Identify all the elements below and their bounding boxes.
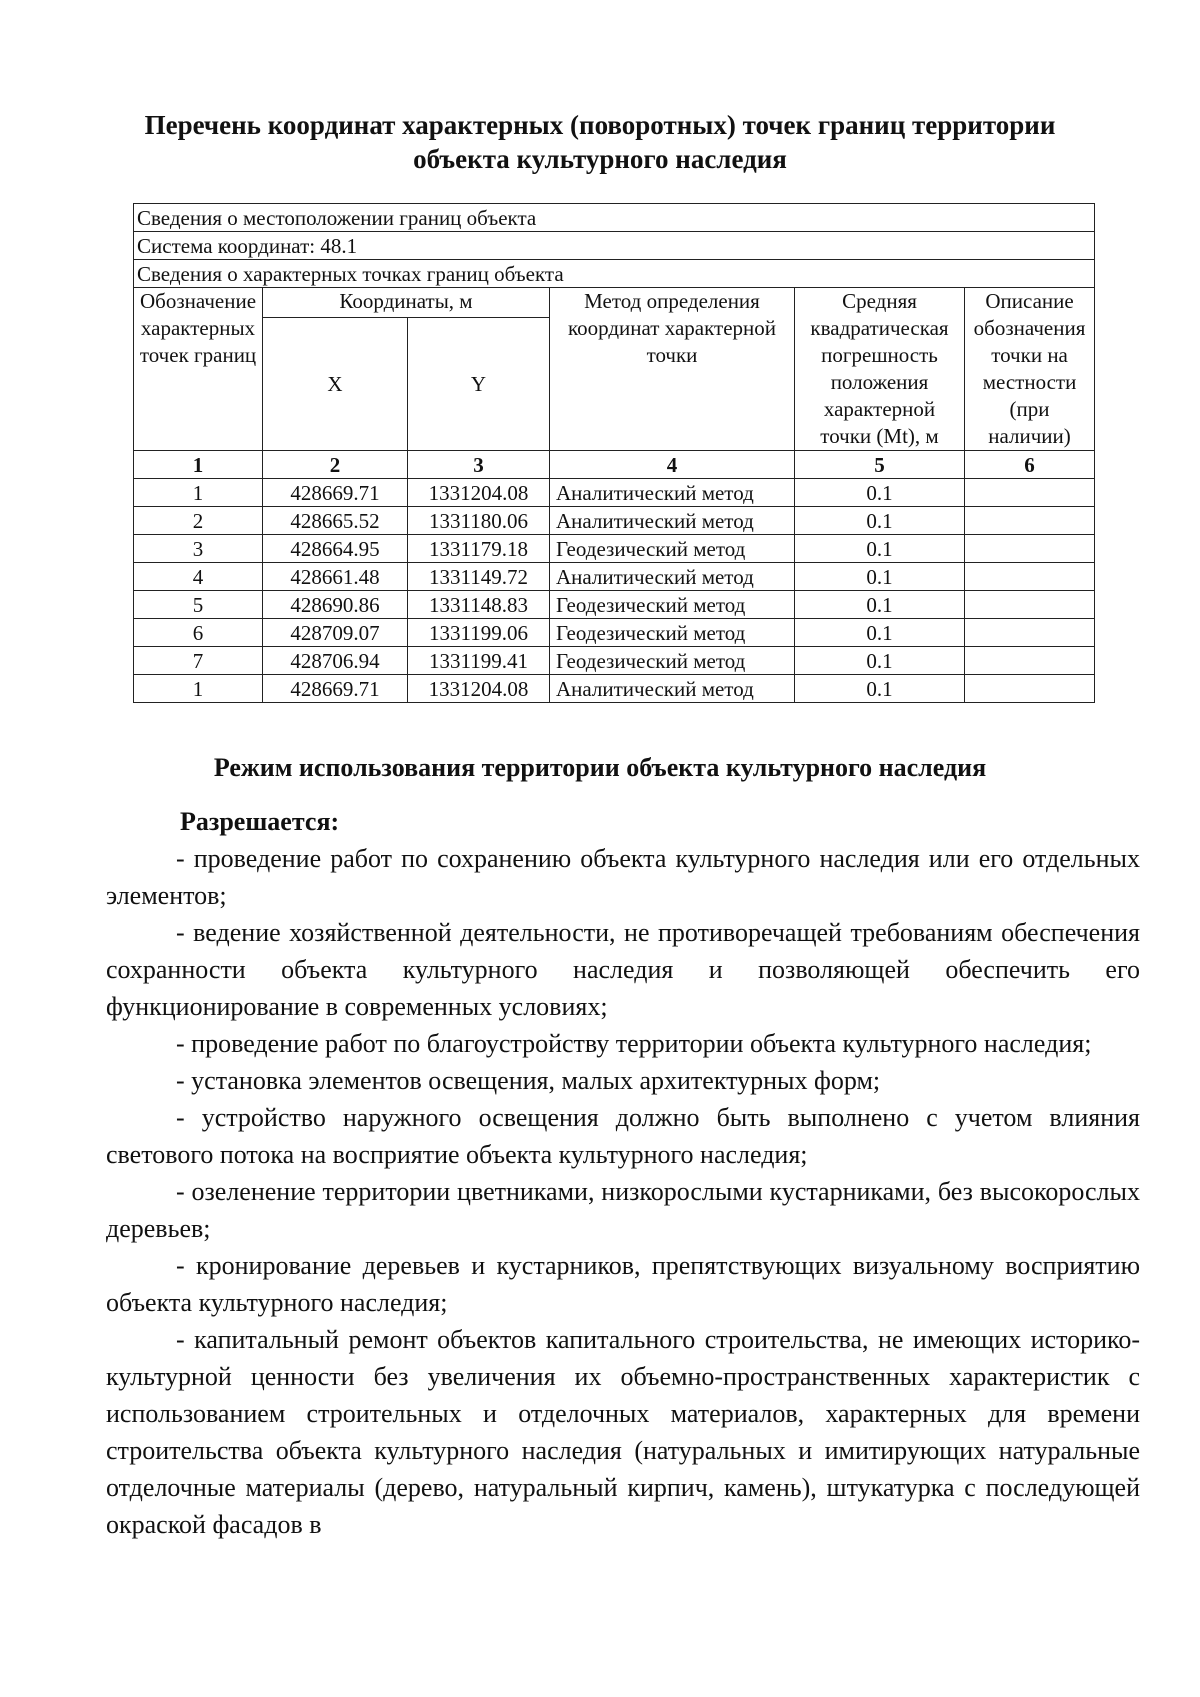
column-number: 1 (134, 451, 263, 479)
header-error: Средняя квадратическая погрешность положения характерной точки (Mt), м (795, 288, 965, 451)
table-row (134, 479, 1095, 507)
column-number: 2 (263, 451, 408, 479)
header-point-designation: Обозначение характерных точек границ (134, 288, 263, 451)
allowed-item: - проведение работ по благоустройству территории объекта культурного наследия; (176, 1029, 1092, 1058)
mt-cell: 0.1 (795, 507, 965, 535)
description-cell (965, 535, 1095, 563)
y-cell: 1331148.83 (408, 591, 550, 619)
x-cell: 428669.71 (263, 479, 408, 507)
method-cell: Геодезический метод (550, 647, 795, 675)
y-cell: 1331199.41 (408, 647, 550, 675)
point-cell: 5 (134, 591, 263, 619)
mt-cell: 0.1 (795, 479, 965, 507)
method-cell: Геодезический метод (550, 619, 795, 647)
document-title-line-2: объекта культурного наследия (413, 144, 787, 174)
table-row (134, 619, 1095, 647)
coordinates-table (133, 203, 1095, 703)
description-cell (965, 507, 1095, 535)
method-cell: Аналитический метод (550, 675, 795, 703)
mt-cell: 0.1 (795, 619, 965, 647)
mt-cell: 0.1 (795, 647, 965, 675)
method-cell: Геодезический метод (550, 535, 795, 563)
y-cell: 1331204.08 (408, 479, 550, 507)
info-row-location: Сведения о местоположении границ объекта (134, 204, 1095, 232)
mt-cell: 0.1 (795, 563, 965, 591)
method-cell: Аналитический метод (550, 507, 795, 535)
table-row (134, 591, 1095, 619)
allowed-list (106, 840, 1140, 1543)
description-cell (965, 675, 1095, 703)
method-cell: Аналитический метод (550, 563, 795, 591)
allowed-item: - озеленение территории цветниками, низкорослыми кустарниками, без высокорослых деревьев; (106, 1177, 1140, 1243)
column-numbers-row (134, 451, 1095, 479)
table-row (134, 535, 1095, 563)
x-cell: 428664.95 (263, 535, 408, 563)
table-row (134, 507, 1095, 535)
allowed-item: - капитальный ремонт объектов капитального строительства, не имеющих историко-культурной ценности без увеличения их объемно-пространственных характеристик с использованием строительных и отделочных материалов, характерных для времени строительства объекта культурного наследия (натуральных и имитирующих натуральные отделочные материалы (дерево, натуральный кирпич, камень), штукатурка с последующей окраской фасадов в (106, 1325, 1140, 1539)
x-cell: 428690.86 (263, 591, 408, 619)
point-cell: 1 (134, 675, 263, 703)
mt-cell: 0.1 (795, 591, 965, 619)
y-cell: 1331204.08 (408, 675, 550, 703)
mt-cell: 0.1 (795, 675, 965, 703)
x-cell: 428669.71 (263, 675, 408, 703)
header-y: Y (408, 318, 550, 451)
allowed-item: - проведение работ по сохранению объекта культурного наследия или его отдельных элементов; (106, 844, 1140, 910)
point-cell: 4 (134, 563, 263, 591)
method-cell: Аналитический метод (550, 479, 795, 507)
header-method: Метод определения координат характерной точки (550, 288, 795, 451)
column-number: 4 (550, 451, 795, 479)
point-cell: 1 (134, 479, 263, 507)
mt-cell: 0.1 (795, 535, 965, 563)
document-title-line-1: Перечень координат характерных (поворотных) точек границ территории (144, 110, 1056, 140)
y-cell: 1331180.06 (408, 507, 550, 535)
x-cell: 428706.94 (263, 647, 408, 675)
info-row-coordinate-system: Система координат: 48.1 (134, 232, 1095, 260)
regime-title: Режим использования территории объекта культурного наследия (213, 753, 987, 782)
method-cell: Геодезический метод (550, 591, 795, 619)
point-cell: 6 (134, 619, 263, 647)
header-description: Описание обозначения точки на местности (при наличии) (965, 288, 1095, 451)
description-cell (965, 619, 1095, 647)
description-cell (965, 563, 1095, 591)
description-cell (965, 591, 1095, 619)
table-row (134, 647, 1095, 675)
x-cell: 428709.07 (263, 619, 408, 647)
column-number: 3 (408, 451, 550, 479)
column-number: 5 (795, 451, 965, 479)
y-cell: 1331199.06 (408, 619, 550, 647)
y-cell: 1331179.18 (408, 535, 550, 563)
point-cell: 2 (134, 507, 263, 535)
x-cell: 428665.52 (263, 507, 408, 535)
point-cell: 3 (134, 535, 263, 563)
y-cell: 1331149.72 (408, 563, 550, 591)
document-title (100, 108, 1100, 176)
allowed-heading: Разрешается: (180, 807, 340, 836)
info-row-points: Сведения о характерных точках границ объекта (134, 260, 1095, 288)
column-number: 6 (965, 451, 1095, 479)
table-row (134, 563, 1095, 591)
x-cell: 428661.48 (263, 563, 408, 591)
description-cell (965, 479, 1095, 507)
header-x: X (263, 318, 408, 451)
allowed-item: - устройство наружного освещения должно быть выполнено с учетом влияния светового потока на восприятие объекта культурного наследия; (106, 1103, 1140, 1169)
allowed-item: - кронирование деревьев и кустарников, препятствующих визуальному восприятию объекта культурного наследия; (106, 1251, 1140, 1317)
point-cell: 7 (134, 647, 263, 675)
table-row (134, 675, 1095, 703)
header-coordinates: Координаты, м (263, 288, 550, 318)
allowed-item: - ведение хозяйственной деятельности, не противоречащей требованиям обеспечения сохранности объекта культурного наследия и позволяющей обеспечить его функционирование в современных условиях; (106, 918, 1140, 1021)
allowed-item: - установка элементов освещения, малых архитектурных форм; (176, 1066, 881, 1095)
description-cell (965, 647, 1095, 675)
